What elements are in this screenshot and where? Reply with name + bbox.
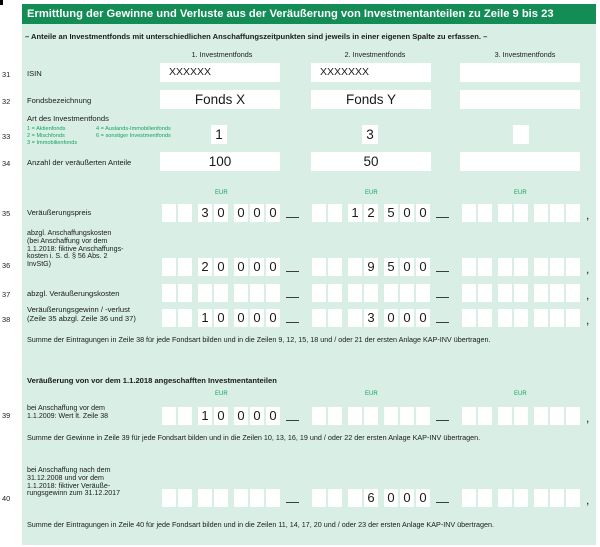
isin-field-1[interactable]: XXXXXX <box>160 63 280 82</box>
digit-cell[interactable]: 0 <box>214 204 228 222</box>
digit-cell[interactable]: 5 <box>384 258 398 276</box>
shares-field-1[interactable]: 100 <box>160 152 280 171</box>
digit-cell[interactable] <box>550 204 564 222</box>
digit-cell[interactable]: 0 <box>250 407 264 425</box>
digit-cell[interactable] <box>514 407 528 425</box>
cents-dash: — <box>286 494 299 509</box>
digit-cell[interactable]: 0 <box>214 258 228 276</box>
digit-cell[interactable] <box>178 204 192 222</box>
digit-cell[interactable]: 6 <box>364 489 378 507</box>
digit-cell[interactable] <box>462 309 476 327</box>
note-line-38: Summe der Eintragungen in Zeile 38 für jede Fondsart bilden und in die Zeilen 9, 12, 15, 18 und / oder 21 der ersten Anlage KAP-INV übertragen. <box>27 335 491 344</box>
digit-cell[interactable] <box>348 489 362 507</box>
cents-dash: — <box>436 209 449 224</box>
digit-cell[interactable] <box>198 489 212 507</box>
section-pre-2018: Veräußerung von vor dem 1.1.2018 angeschafften Investmentanteilen <box>27 376 277 385</box>
digit-cell[interactable]: 1 <box>348 204 362 222</box>
decimal-comma: , <box>586 288 590 302</box>
digit-cell[interactable]: 0 <box>416 204 430 222</box>
line-number-33: 33 <box>2 132 11 141</box>
digit-cell[interactable]: 0 <box>214 407 228 425</box>
digit-cell[interactable]: 0 <box>416 309 430 327</box>
digit-cell[interactable] <box>384 284 398 302</box>
digit-cell[interactable] <box>416 284 430 302</box>
eur-label-35-1: EUR <box>215 190 228 196</box>
fund-type-field-2[interactable]: 3 <box>362 125 378 144</box>
fund-type-1: 1 = Aktienfonds <box>27 126 66 132</box>
label-veraeusserungskosten: abzgl. Veräußerungskosten <box>27 289 120 298</box>
form-title: Ermittlung der Gewinne und Verluste aus der Veräußerung von Investmentanteilen zu Zeile 9 bis 23 <box>22 4 596 24</box>
form-subtitle: – Anteile an Investmentfonds mit unterschiedlichen Anschaffungszeitpunkten sind jeweils in einer eigenen Spalte zu erfassen. – <box>25 32 488 41</box>
decimal-comma: , <box>586 493 590 507</box>
cents-dash: — <box>286 412 299 427</box>
cents-dash: — <box>436 494 449 509</box>
shares-field-2[interactable]: 50 <box>311 152 431 171</box>
digit-cell[interactable] <box>550 284 564 302</box>
decimal-comma: , <box>586 208 590 222</box>
label-fund-type: Art des Investmentfonds <box>27 114 109 123</box>
digit-cell[interactable] <box>178 284 192 302</box>
digit-cell[interactable] <box>498 489 512 507</box>
digit-cell[interactable] <box>514 258 528 276</box>
digit-cell[interactable]: 0 <box>400 258 414 276</box>
digit-cell[interactable] <box>566 284 580 302</box>
digit-cell[interactable] <box>162 407 176 425</box>
digit-cell[interactable] <box>534 309 548 327</box>
digit-cell[interactable]: 0 <box>250 204 264 222</box>
digit-cell[interactable]: 0 <box>400 204 414 222</box>
column-header-2: 2. Investmentfonds <box>344 50 406 59</box>
digit-cell[interactable] <box>478 258 492 276</box>
digit-cell[interactable] <box>514 204 528 222</box>
digit-cell[interactable] <box>566 407 580 425</box>
digit-cell[interactable] <box>498 407 512 425</box>
digit-cell[interactable] <box>328 407 342 425</box>
digit-cell[interactable] <box>364 284 378 302</box>
digit-cell[interactable] <box>384 407 398 425</box>
decimal-comma: , <box>586 313 590 327</box>
digit-cell[interactable] <box>178 407 192 425</box>
line-number-35: 35 <box>2 209 11 218</box>
line-number-36: 36 <box>2 261 11 270</box>
digit-cell[interactable] <box>566 489 580 507</box>
label-veraeusserungspreis: Veräußerungspreis <box>27 208 92 217</box>
digit-cell[interactable]: 9 <box>364 258 378 276</box>
digit-cell[interactable]: 0 <box>214 309 228 327</box>
digit-cell[interactable]: 0 <box>234 309 248 327</box>
digit-cell[interactable] <box>462 258 476 276</box>
digit-cell[interactable]: 0 <box>250 258 264 276</box>
kap-inv-form <box>2 4 596 545</box>
digit-cell[interactable] <box>348 258 362 276</box>
digit-cell[interactable]: 0 <box>400 489 414 507</box>
digit-cell[interactable] <box>162 309 176 327</box>
digit-cell[interactable] <box>498 284 512 302</box>
digit-cell[interactable] <box>534 284 548 302</box>
digit-cell[interactable] <box>566 258 580 276</box>
digit-cell[interactable] <box>266 284 280 302</box>
digit-cell[interactable] <box>348 309 362 327</box>
digit-cell[interactable]: 0 <box>234 204 248 222</box>
digit-cell[interactable] <box>178 489 192 507</box>
cents-dash: — <box>286 314 299 329</box>
digit-cell[interactable] <box>514 489 528 507</box>
digit-cell[interactable] <box>514 284 528 302</box>
line-number-32: 32 <box>2 97 11 106</box>
digit-cell[interactable] <box>514 309 528 327</box>
digit-cell[interactable]: 0 <box>416 489 430 507</box>
decimal-comma: , <box>586 411 590 425</box>
digit-cell[interactable] <box>478 204 492 222</box>
digit-cell[interactable] <box>400 284 414 302</box>
digit-cell[interactable] <box>162 258 176 276</box>
digit-cell[interactable] <box>550 258 564 276</box>
digit-cell[interactable] <box>462 489 476 507</box>
digit-cell[interactable]: 0 <box>416 258 430 276</box>
digit-cell[interactable] <box>462 204 476 222</box>
column-header-3: 3. Investmentfonds <box>494 50 556 59</box>
digit-cell[interactable] <box>534 407 548 425</box>
digit-cell[interactable] <box>550 489 564 507</box>
digit-cell[interactable]: 0 <box>234 258 248 276</box>
digit-cell[interactable] <box>312 258 326 276</box>
digit-cell[interactable] <box>178 258 192 276</box>
label-anschaffung-2009-2017: bei Anschaffung nach dem 31.12.2008 und vor dem 1.1.2018: fiktiver Veräuße- rungsgewinn zum 31.12.2017 <box>27 466 121 498</box>
cents-dash: — <box>286 263 299 278</box>
isin-field-3[interactable] <box>460 63 580 82</box>
eur-label-35-2: EUR <box>365 190 378 196</box>
digit-cell[interactable] <box>162 204 176 222</box>
eur-label-35-3: EUR <box>514 190 527 196</box>
digit-cell[interactable] <box>534 489 548 507</box>
label-anzahl-anteile: Anzahl der veräußerten Anteile <box>27 158 132 167</box>
digit-cell[interactable] <box>266 489 280 507</box>
fund-type-4: 4 = Auslands-Immobilienfonds <box>96 126 171 132</box>
digit-cell[interactable] <box>234 489 248 507</box>
fund-type-3: 3 = Immobilienfonds <box>27 140 78 146</box>
digit-cell[interactable] <box>328 489 342 507</box>
fund-name-field-1[interactable]: Fonds X <box>160 90 280 109</box>
cents-dash: — <box>286 209 299 224</box>
digit-cell[interactable] <box>498 204 512 222</box>
digit-cell[interactable] <box>178 309 192 327</box>
digit-cell[interactable] <box>214 284 228 302</box>
digit-cell[interactable]: 0 <box>250 309 264 327</box>
digit-cell[interactable] <box>478 407 492 425</box>
digit-cell[interactable] <box>348 284 362 302</box>
line-number-37: 37 <box>2 290 11 299</box>
line-number-31: 31 <box>2 70 11 79</box>
digit-cell[interactable] <box>534 204 548 222</box>
digit-cell[interactable] <box>400 407 414 425</box>
digit-cell[interactable] <box>328 204 342 222</box>
corner-mark <box>0 0 3 5</box>
digit-cell[interactable]: 0 <box>266 309 280 327</box>
digit-cell[interactable] <box>550 309 564 327</box>
decimal-comma: , <box>586 262 590 276</box>
digit-cell[interactable]: 0 <box>266 407 280 425</box>
digit-cell[interactable] <box>312 284 326 302</box>
digit-cell[interactable] <box>312 489 326 507</box>
cents-dash: — <box>436 263 449 278</box>
digit-cell[interactable]: 3 <box>198 204 212 222</box>
digit-cell[interactable] <box>478 284 492 302</box>
digit-cell[interactable] <box>364 407 378 425</box>
eur-label-39-2: EUR <box>365 391 378 397</box>
line-number-38: 38 <box>2 315 11 324</box>
digit-cell[interactable]: 3 <box>364 309 378 327</box>
digit-cell[interactable]: 1 <box>198 309 212 327</box>
digit-cell[interactable] <box>550 407 564 425</box>
fund-name-field-2[interactable]: Fonds Y <box>311 90 431 109</box>
cents-dash: — <box>436 289 449 304</box>
line-number-40: 40 <box>2 494 11 503</box>
fund-type-field-1[interactable]: 1 <box>211 125 227 144</box>
fund-type-6: 6 = sonstiger Investmentfonds <box>96 133 171 139</box>
digit-cell[interactable] <box>566 309 580 327</box>
eur-label-39-1: EUR <box>215 391 228 397</box>
label-fondsbezeichnung: Fondsbezeichnung <box>27 96 92 105</box>
digit-cell[interactable] <box>498 258 512 276</box>
eur-label-39-3: EUR <box>514 391 527 397</box>
label-isin: ISIN <box>27 69 42 78</box>
shares-field-3[interactable] <box>460 152 580 171</box>
digit-cell[interactable] <box>416 407 430 425</box>
fund-type-field-3[interactable] <box>513 125 529 144</box>
digit-cell[interactable] <box>234 284 248 302</box>
note-line-40: Summe der Eintragungen in Zeile 40 für jede Fondsart bilden und in die Zeilen 11, 14, 17, 20 und / oder 23 der ersten Anlage KAP-INV übertragen. <box>27 520 494 529</box>
cents-dash: — <box>436 412 449 427</box>
isin-field-2[interactable]: XXXXXXX <box>311 63 431 82</box>
column-header-1: 1. Investmentfonds <box>191 50 253 59</box>
digit-cell[interactable] <box>198 284 212 302</box>
label-anschaffung-vor-2009: bei Anschaffung vor dem 1.1.2009: Wert lt. Zeile 38 <box>27 404 109 420</box>
label-veraeusserungsgewinn: Veräußerungsgewinn / -verlust (Zeile 35 abzgl. Zeile 36 und 37) <box>27 305 136 323</box>
digit-cell[interactable]: 1 <box>198 407 212 425</box>
digit-cell[interactable]: 5 <box>384 204 398 222</box>
digit-cell[interactable] <box>250 489 264 507</box>
label-anschaffungskosten: abzgl. Anschaffungskosten (bei Anschaffung vor dem 1.1.2018: fiktive Anschaffungs- kosten i. S. d. § 56 Abs. 2 InvStG) <box>27 229 124 269</box>
digit-cell[interactable]: 0 <box>266 204 280 222</box>
digit-cell[interactable] <box>162 489 176 507</box>
digit-cell[interactable]: 0 <box>384 309 398 327</box>
digit-cell[interactable] <box>162 284 176 302</box>
digit-cell[interactable]: 0 <box>234 407 248 425</box>
digit-cell[interactable] <box>348 407 362 425</box>
digit-cell[interactable] <box>328 309 342 327</box>
digit-cell[interactable] <box>462 407 476 425</box>
digit-cell[interactable] <box>462 284 476 302</box>
digit-cell[interactable] <box>478 489 492 507</box>
digit-cell[interactable] <box>498 309 512 327</box>
digit-cell[interactable]: 2 <box>198 258 212 276</box>
cents-dash: — <box>436 314 449 329</box>
digit-cell[interactable] <box>250 284 264 302</box>
digit-cell[interactable] <box>312 204 326 222</box>
digit-cell[interactable] <box>214 489 228 507</box>
digit-cell[interactable] <box>534 258 548 276</box>
cents-dash: — <box>286 289 299 304</box>
digit-cell[interactable] <box>328 258 342 276</box>
line-number-39: 39 <box>2 411 11 420</box>
fund-type-2: 2 = Mischfonds <box>27 133 65 139</box>
digit-cell[interactable] <box>312 309 326 327</box>
digit-cell[interactable]: 0 <box>266 258 280 276</box>
digit-cell[interactable] <box>312 407 326 425</box>
digit-cell[interactable] <box>328 284 342 302</box>
digit-cell[interactable]: 0 <box>400 309 414 327</box>
note-line-39: Summe der Gewinne in Zeile 39 für jede Fondsart bilden und in die Zeilen 10, 13, 16, 19 und / oder 22 der ersten Anlage KAP-INV übertragen. <box>27 433 481 442</box>
digit-cell[interactable]: 0 <box>384 489 398 507</box>
digit-cell[interactable] <box>566 204 580 222</box>
fund-name-field-3[interactable] <box>460 90 580 109</box>
line-number-34: 34 <box>2 159 11 168</box>
digit-cell[interactable]: 2 <box>364 204 378 222</box>
digit-cell[interactable] <box>478 309 492 327</box>
